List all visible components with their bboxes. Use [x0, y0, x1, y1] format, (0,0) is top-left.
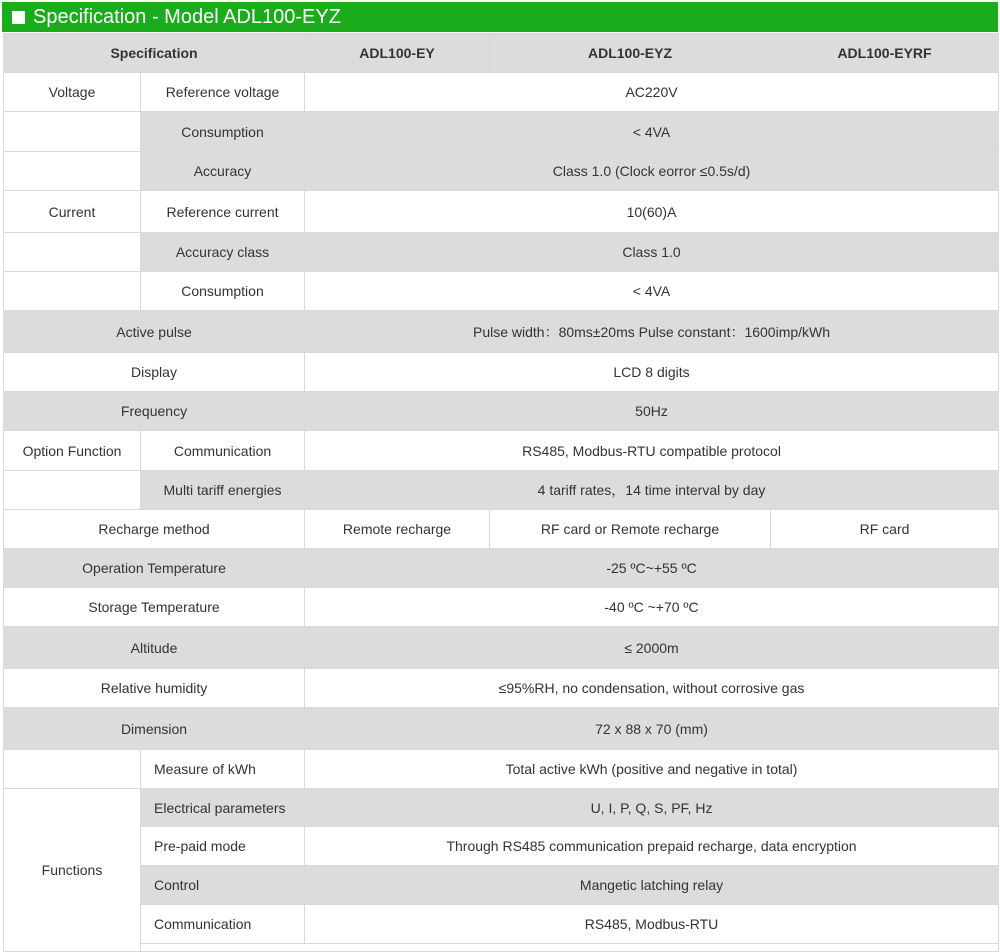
row-value: U, I, P, Q, S, PF, Hz — [305, 789, 999, 827]
row-value: ≤95%RH, no condensation, without corrosive gas — [305, 669, 999, 708]
header-model-eyrf: ADL100-EYRF — [771, 34, 999, 73]
table-row — [4, 708, 999, 750]
row-value: RS485, Modbus-RTU — [305, 905, 999, 944]
table-row — [4, 311, 999, 353]
row-value: -25 ºC~+55 ºC — [305, 549, 999, 588]
table-row — [4, 750, 999, 789]
table-row — [4, 471, 999, 510]
row-value: 72 x 88 x 70 (mm) — [305, 708, 999, 750]
group-label-current: Current — [4, 191, 141, 233]
row-label: Electrical parameters — [141, 789, 305, 827]
table-row — [4, 669, 999, 708]
row-value: Pulse width：80ms±20ms Pulse constant：1600imp/kWh — [305, 311, 999, 353]
row-label: Accuracy class — [141, 233, 305, 272]
group-label-option-function: Option Function — [4, 431, 141, 471]
empty-cell — [4, 272, 141, 311]
row-value: AC220V — [305, 73, 999, 112]
row-value: 10(60)A — [305, 191, 999, 233]
empty-cell — [4, 471, 141, 510]
empty-cell — [4, 233, 141, 272]
row-label: Reference voltage — [141, 73, 305, 112]
table-row — [4, 353, 999, 392]
table-row — [4, 588, 999, 627]
row-label: Dimension — [4, 708, 305, 750]
header-model-ey: ADL100-EY — [305, 34, 490, 73]
table-row-spacer — [4, 944, 999, 952]
row-value: RF card — [771, 510, 999, 549]
table-row — [4, 431, 999, 471]
table-row — [4, 549, 999, 588]
row-value: < 4VA — [305, 112, 999, 152]
row-value: RS485, Modbus-RTU compatible protocol — [305, 431, 999, 471]
empty-cell — [4, 750, 141, 789]
row-label: Consumption — [141, 112, 305, 152]
table-row — [4, 152, 999, 191]
row-value: Total active kWh (positive and negative in total) — [305, 750, 999, 789]
group-label-functions: Functions — [4, 789, 141, 952]
table-row — [4, 392, 999, 431]
empty-cell — [4, 152, 141, 191]
row-value: 4 tariff rates，14 time interval by day — [305, 471, 999, 510]
row-label: Relative humidity — [4, 669, 305, 708]
row-label: Consumption — [141, 272, 305, 311]
row-label: Communication — [141, 431, 305, 471]
table-header-row — [4, 34, 999, 73]
row-label: Measure of kWh — [141, 750, 305, 789]
table-row — [4, 73, 999, 112]
section-header — [2, 2, 998, 32]
empty-cell — [4, 112, 141, 152]
row-label: Pre-paid mode — [141, 827, 305, 866]
row-value: Remote recharge — [305, 510, 490, 549]
row-label: Display — [4, 353, 305, 392]
header-model-eyz: ADL100-EYZ — [490, 34, 771, 73]
row-value: RF card or Remote recharge — [490, 510, 771, 549]
table-row — [4, 510, 999, 549]
row-value: < 4VA — [305, 272, 999, 311]
row-label: Active pulse — [4, 311, 305, 353]
group-label-voltage: Voltage — [4, 73, 141, 112]
table-row — [4, 272, 999, 311]
row-value: Class 1.0 (Clock eorror ≤0.5s/d) — [305, 152, 999, 191]
table-row — [4, 905, 999, 944]
empty-cell — [141, 944, 999, 952]
table-row — [4, 789, 999, 827]
row-value: Through RS485 communication prepaid recharge, data encryption — [305, 827, 999, 866]
row-label: Control — [141, 866, 305, 905]
section-title: Specification - Model ADL100-EYZ — [33, 6, 341, 28]
row-label: Operation Temperature — [4, 549, 305, 588]
row-label: Storage Temperature — [4, 588, 305, 627]
square-bullet-icon — [12, 11, 25, 24]
table-row — [4, 191, 999, 233]
table-row — [4, 233, 999, 272]
row-value: -40 ºC ~+70 ºC — [305, 588, 999, 627]
row-value: Class 1.0 — [305, 233, 999, 272]
row-value: ≤ 2000m — [305, 627, 999, 669]
row-label: Communication — [141, 905, 305, 944]
table-row — [4, 827, 999, 866]
spec-table — [3, 33, 999, 952]
row-label: Altitude — [4, 627, 305, 669]
row-label: Frequency — [4, 392, 305, 431]
row-label: Multi tariff energies — [141, 471, 305, 510]
row-value: LCD 8 digits — [305, 353, 999, 392]
table-row — [4, 627, 999, 669]
row-value: Mangetic latching relay — [305, 866, 999, 905]
table-row — [4, 866, 999, 905]
row-label: Accuracy — [141, 152, 305, 191]
table-row — [4, 112, 999, 152]
header-specification: Specification — [4, 34, 305, 73]
row-label: Reference current — [141, 191, 305, 233]
row-value: 50Hz — [305, 392, 999, 431]
row-label: Recharge method — [4, 510, 305, 549]
